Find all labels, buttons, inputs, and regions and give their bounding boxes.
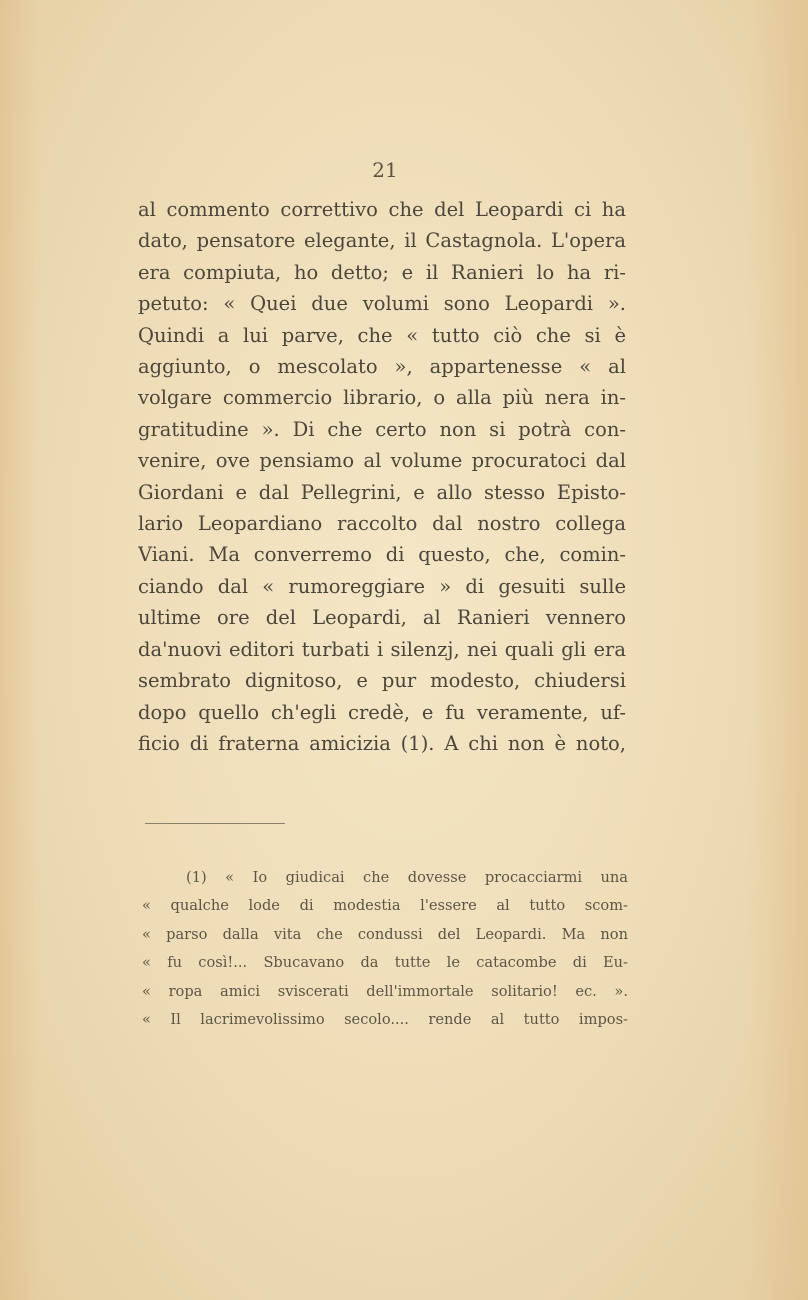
text-line: era compiuta, ho detto; e il Ranieri lo ha ri- — [138, 260, 626, 284]
page-edge-shadow-left — [0, 0, 40, 1300]
text-line: volgare commercio librario, o alla più nera in- — [138, 386, 626, 410]
footnote-line: « ropa amici sviscerati dell'immortale solitario! ec. ». — [142, 982, 628, 1000]
footnote-line: « qualche lode di modestia l'essere al tutto scom- — [142, 897, 628, 915]
footnote-line: « parso dalla vita che condussi del Leopardi. Ma non — [142, 925, 628, 943]
text-line: al commento correttivo che del Leopardi ci ha — [138, 198, 626, 221]
page-edge-shadow-right — [748, 0, 808, 1300]
text-line: lario Leopardiano raccolto dal nostro collega — [138, 512, 626, 536]
text-line: petuto: « Quei due volumi sono Leopardi ». — [138, 292, 626, 316]
text-line: Viani. Ma converremo di questo, che, comin- — [138, 543, 626, 567]
text-line: Giordani e dal Pellegrini, e allo stesso Episto- — [138, 480, 626, 504]
text-line: ultime ore del Leopardi, al Ranieri vennero — [138, 606, 626, 630]
page-number: 21 — [372, 158, 398, 182]
main-text — [138, 194, 626, 759]
text-line: dopo quello ch'egli credè, e fu veramente, uf- — [138, 700, 626, 724]
text-line: Quindi a lui parve, che « tutto ciò che si è — [138, 323, 626, 347]
text-line: ficio di fraterna amicizia (1). A chi non è noto, — [138, 731, 626, 755]
text-line: da'nuovi editori turbati i silenzj, nei quali gli era — [138, 637, 626, 661]
text-line: gratitudine ». Di che certo non si potrà con- — [138, 417, 626, 441]
footnote-line: « Il lacrimevolissimo secolo.... rende al tutto impos- — [142, 1011, 628, 1029]
text-line: sembrato dignitoso, e pur modesto, chiudersi — [138, 669, 626, 693]
text-line: ciando dal « rumoreggiare » di gesuiti sulle — [138, 574, 626, 598]
text-line: aggiunto, o mescolato », appartenesse « al — [138, 355, 626, 379]
footnote-separator — [145, 823, 285, 824]
footnote-line: « fu così!... Sbucavano da tutte le catacombe di Eu- — [142, 954, 628, 972]
footnote-line: (1) « Io giudicai che dovesse procacciarmi una — [186, 869, 628, 886]
footnote — [142, 864, 628, 1034]
text-line: dato, pensatore elegante, il Castagnola. L'opera — [138, 229, 626, 253]
text-line: venire, ove pensiamo al volume procuratoci dal — [138, 449, 626, 473]
